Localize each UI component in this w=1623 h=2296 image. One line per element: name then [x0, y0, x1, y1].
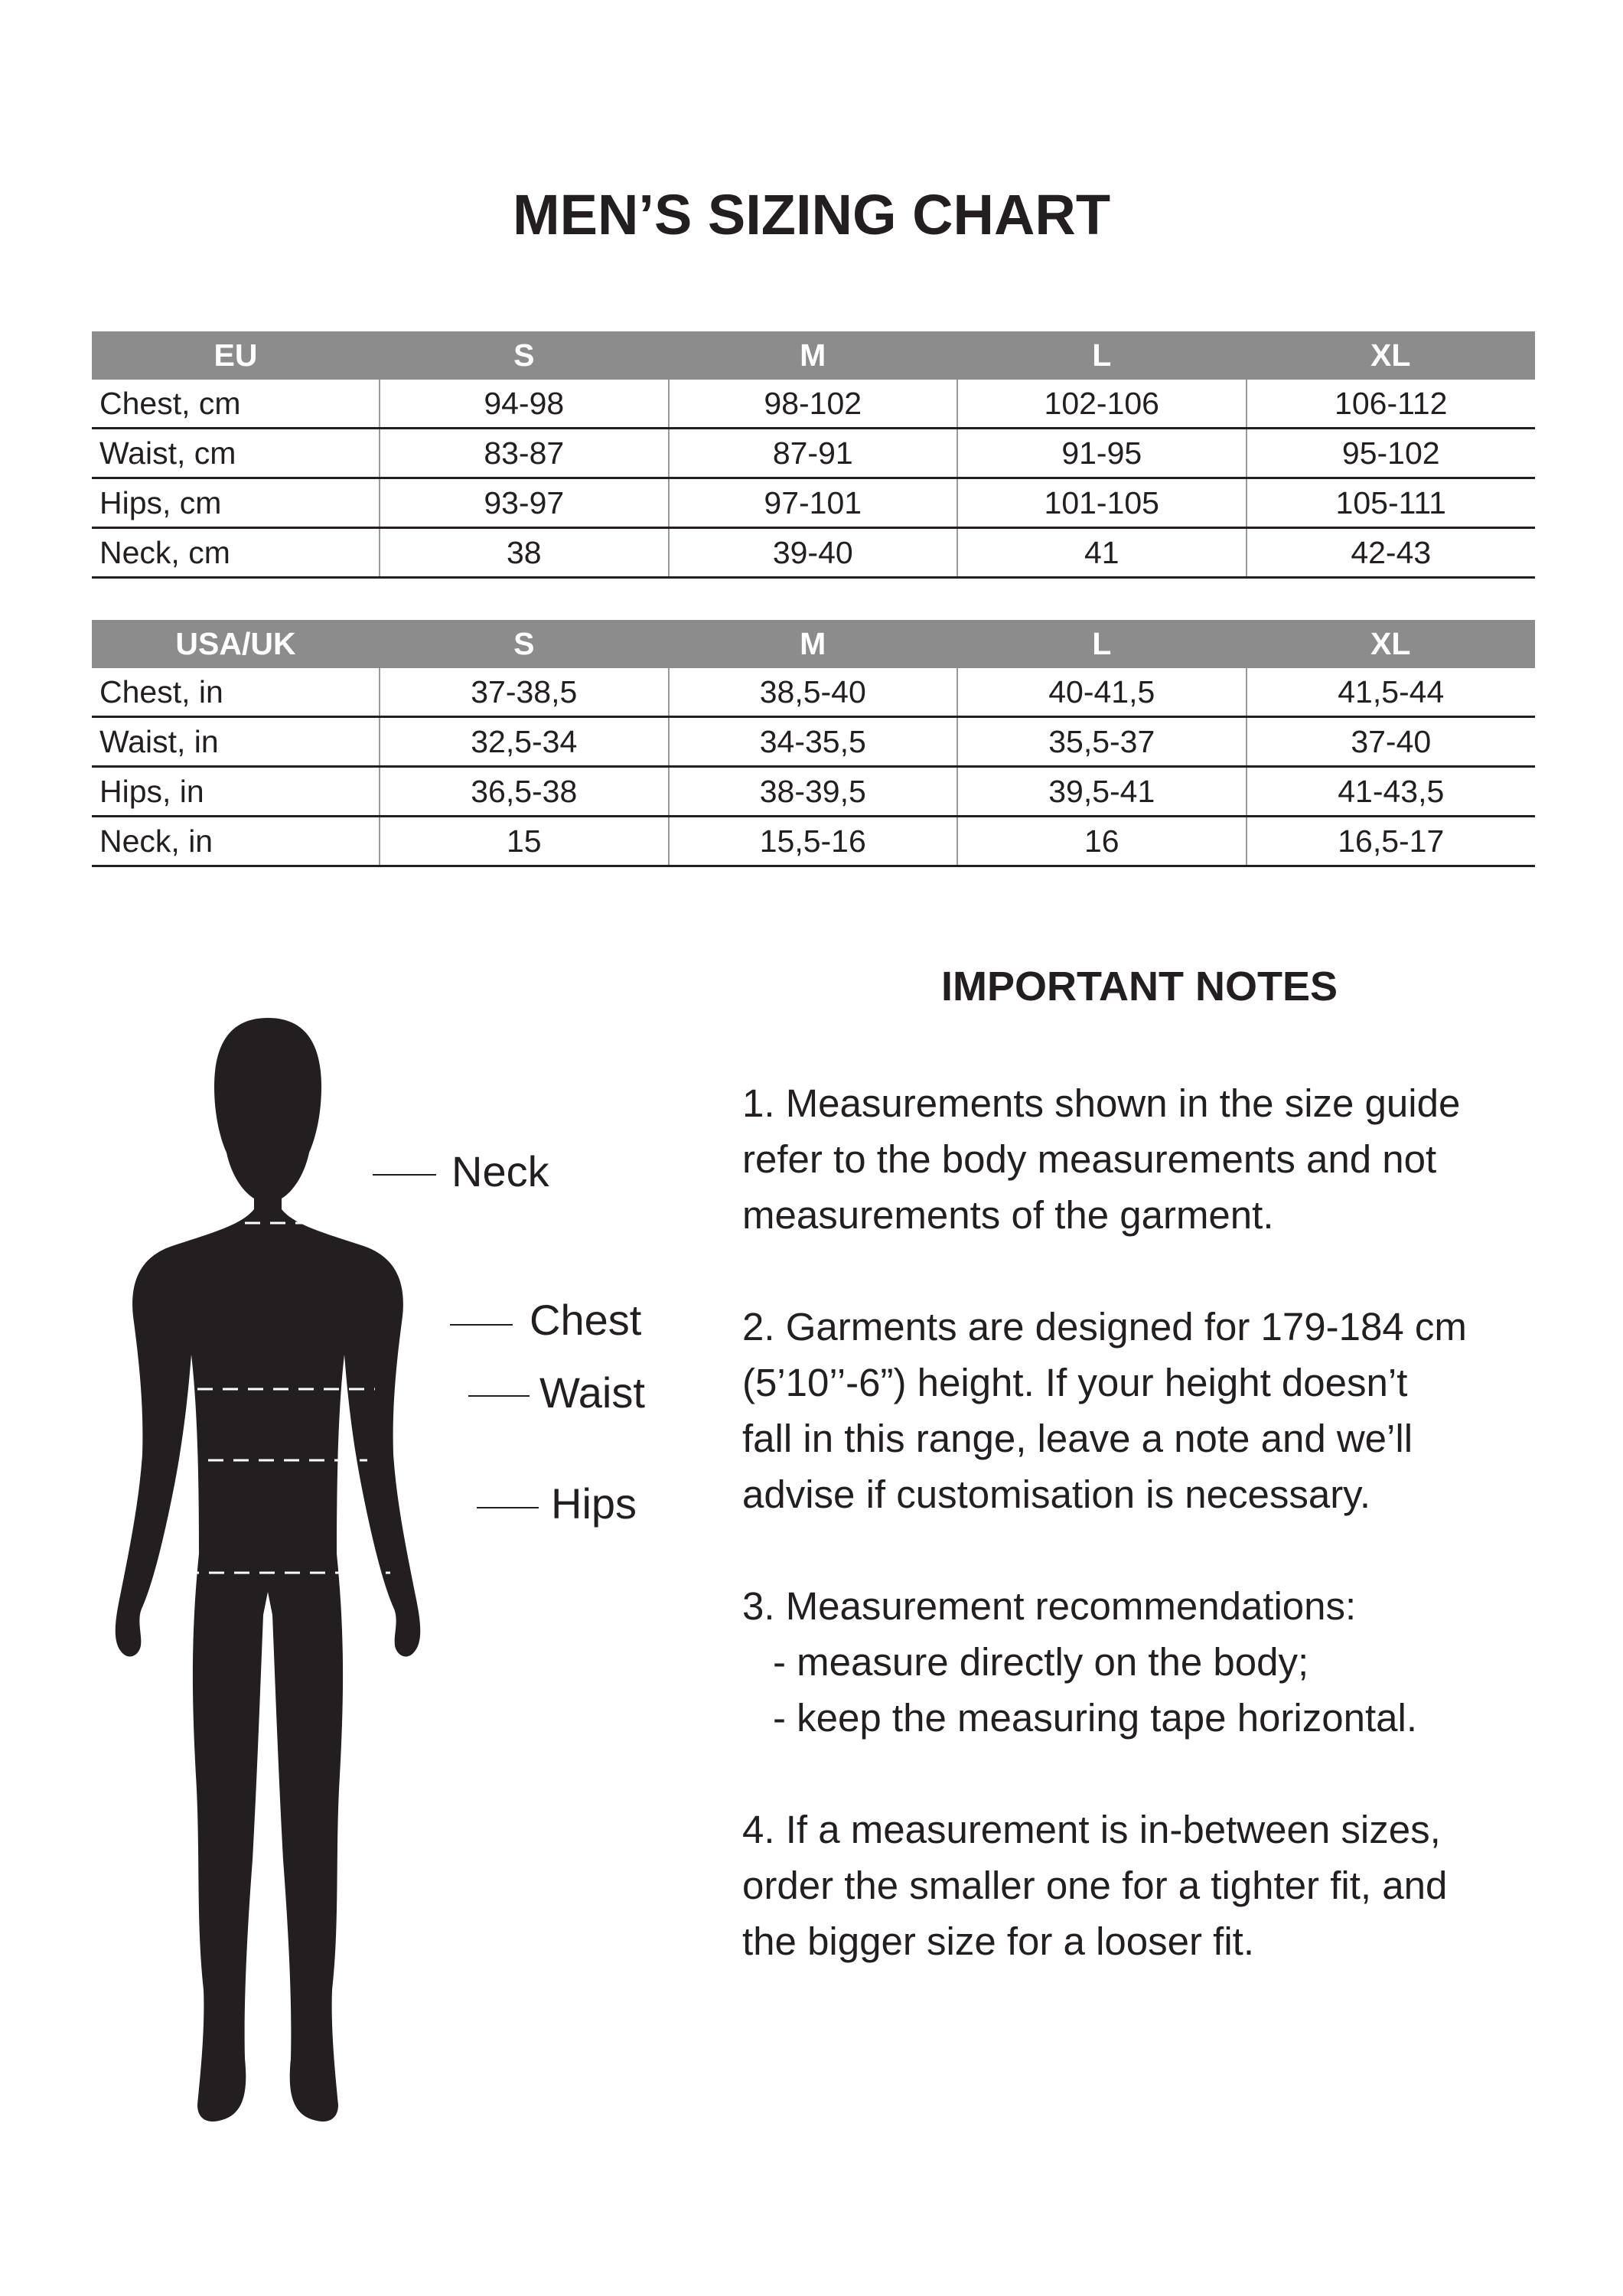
- header-cell: XL: [1247, 331, 1536, 380]
- waist-leader-line: [468, 1395, 530, 1397]
- row-label: Neck, cm: [92, 528, 380, 578]
- note-line: advise if customisation is necessary.: [742, 1473, 1371, 1516]
- note-item: [742, 1578, 1584, 1746]
- table-cell: 105-111: [1247, 478, 1536, 528]
- table-cell: 93-97: [380, 478, 669, 528]
- header-cell: L: [957, 620, 1247, 668]
- table-cell: 15,5-16: [669, 817, 958, 866]
- table-cell: 98-102: [669, 380, 958, 429]
- table-cell: 39,5-41: [957, 767, 1247, 817]
- table-row: [92, 767, 1535, 817]
- table-row: [92, 478, 1535, 528]
- header-cell: S: [380, 331, 669, 380]
- note-line: 1. Measurements shown in the size guide: [742, 1081, 1461, 1125]
- table-cell: 87-91: [669, 429, 958, 478]
- row-label: Neck, in: [92, 817, 380, 866]
- hips-label: Hips: [551, 1479, 637, 1528]
- note-line: 2. Garments are designed for 179-184 cm: [742, 1305, 1467, 1349]
- notes-title: IMPORTANT NOTES: [941, 964, 1338, 1009]
- table-row: [92, 380, 1535, 429]
- table-cell: 95-102: [1247, 429, 1536, 478]
- table-row: [92, 528, 1535, 578]
- chest-leader-line: [450, 1324, 513, 1326]
- table-cell: 16,5-17: [1247, 817, 1536, 866]
- note-line: refer to the body measurements and not: [742, 1137, 1437, 1181]
- note-item: [742, 1075, 1584, 1243]
- header-cell: L: [957, 331, 1247, 380]
- table-cell: 38,5-40: [669, 668, 958, 717]
- table-cell: 83-87: [380, 429, 669, 478]
- usa-uk-size-table: [92, 620, 1535, 867]
- note-line: fall in this range, leave a note and we’ll: [742, 1417, 1413, 1460]
- header-cell: S: [380, 620, 669, 668]
- table-cell: 16: [957, 817, 1247, 866]
- row-label: Waist, in: [92, 717, 380, 767]
- table-cell: 42-43: [1247, 528, 1536, 578]
- table-cell: 15: [380, 817, 669, 866]
- table-row: [92, 668, 1535, 717]
- neck-label: Neck: [451, 1147, 549, 1195]
- note-line: (5’10’’-6”) height. If your height doesn’t: [742, 1361, 1408, 1404]
- row-label: Waist, cm: [92, 429, 380, 478]
- note-line: - keep the measuring tape horizontal.: [773, 1696, 1417, 1740]
- row-label: Chest, cm: [92, 380, 380, 429]
- waist-label: Waist: [539, 1368, 645, 1417]
- table-cell: 32,5-34: [380, 717, 669, 767]
- header-cell: M: [669, 620, 958, 668]
- row-label: Hips, in: [92, 767, 380, 817]
- table-cell: 101-105: [957, 478, 1247, 528]
- note-line: order the smaller one for a tighter fit, and: [742, 1864, 1448, 1907]
- table-cell: 41: [957, 528, 1247, 578]
- header-cell: USA/UK: [92, 620, 380, 668]
- note-line: measurements of the garment.: [742, 1193, 1274, 1237]
- hips-leader-line: [477, 1507, 539, 1508]
- table-header-row: [92, 331, 1535, 380]
- header-cell: EU: [92, 331, 380, 380]
- table-cell: 40-41,5: [957, 668, 1247, 717]
- table-row: [92, 717, 1535, 767]
- table-cell: 37-40: [1247, 717, 1536, 767]
- note-line: - measure directly on the body;: [773, 1640, 1309, 1684]
- note-line: the bigger size for a looser fit.: [742, 1919, 1255, 1963]
- table-cell: 41-43,5: [1247, 767, 1536, 817]
- row-label: Chest, in: [92, 668, 380, 717]
- table-cell: 35,5-37: [957, 717, 1247, 767]
- note-item: [742, 1802, 1584, 1969]
- human-silhouette: [99, 1003, 436, 2128]
- table-cell: 97-101: [669, 478, 958, 528]
- important-notes: [742, 1075, 1584, 2025]
- table-cell: 38: [380, 528, 669, 578]
- eu-size-table: [92, 331, 1535, 579]
- neck-leader-line: [373, 1174, 436, 1176]
- chest-label: Chest: [530, 1296, 642, 1344]
- table-cell: 41,5-44: [1247, 668, 1536, 717]
- table-row: [92, 429, 1535, 478]
- header-cell: M: [669, 331, 958, 380]
- note-line: 3. Measurement recommendations:: [742, 1584, 1357, 1628]
- table-cell: 38-39,5: [669, 767, 958, 817]
- table-cell: 91-95: [957, 429, 1247, 478]
- header-cell: XL: [1247, 620, 1536, 668]
- table-cell: 102-106: [957, 380, 1247, 429]
- page-title: MEN’S SIZING CHART: [512, 183, 1111, 246]
- table-cell: 39-40: [669, 528, 958, 578]
- table-row: [92, 817, 1535, 866]
- row-label: Hips, cm: [92, 478, 380, 528]
- table-header-row: [92, 620, 1535, 668]
- note-item: [742, 1299, 1584, 1522]
- table-cell: 37-38,5: [380, 668, 669, 717]
- note-line: 4. If a measurement is in-between sizes,: [742, 1808, 1441, 1851]
- table-cell: 106-112: [1247, 380, 1536, 429]
- table-cell: 94-98: [380, 380, 669, 429]
- table-cell: 34-35,5: [669, 717, 958, 767]
- table-cell: 36,5-38: [380, 767, 669, 817]
